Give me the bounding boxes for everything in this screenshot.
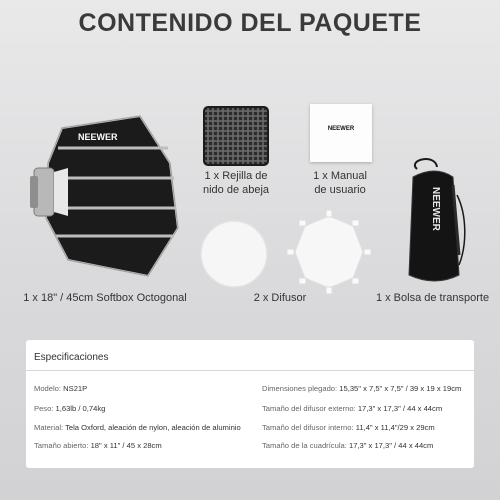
honeycomb-grid-image (203, 106, 269, 170)
softbox-image (28, 108, 188, 287)
outer-diffuser-image (287, 210, 371, 298)
spec-weight: Peso: 1,63lb / 0,74kg (34, 404, 106, 413)
carry-bag-image (395, 155, 475, 294)
manual-logo: NEEWER (327, 126, 355, 132)
spec-inner-diffuser-size: Tamaño del difusor interno: 11,4" x 11,4"/29 x 29cm (262, 423, 435, 432)
specifications-panel (26, 340, 474, 468)
page-title: CONTENIDO DEL PAQUETE (78, 9, 422, 37)
spec-outer-diffuser-size: Tamaño del difusor externo: 17,3" x 17,3" / 44 x 44cm (262, 404, 443, 413)
grid-caption (190, 169, 282, 197)
grid-caption-line2: nido de abeja (202, 184, 270, 196)
bag-logo: NEEWER (430, 187, 441, 231)
softbox-caption: 1 x 18" / 45cm Softbox Octogonal (23, 292, 187, 304)
manual-caption (290, 169, 390, 197)
spec-grid-size: Tamaño de la cuadrícula: 17,3" x 17,3" / 44 x 44cm (262, 441, 434, 450)
divider (26, 370, 474, 371)
specifications-heading: Especificaciones (34, 352, 109, 363)
spec-folded-dimensions: Dimensiones plegado: 15,35" x 7,5" x 7,5" / 39 x 19 x 19cm (262, 384, 462, 393)
manual-caption-line1: 1 x Manual (313, 170, 367, 182)
softbox-logo: NEEWER (78, 132, 118, 142)
spec-open-size: Tamaño abierto: 18" x 11" / 45 x 28cm (34, 441, 162, 450)
manual-caption-line2: de usuario (314, 184, 366, 196)
spec-model: Modelo: NS21P (34, 384, 88, 393)
grid-caption-line1: 1 x Rejilla de (204, 170, 268, 182)
diffuser-caption: 2 x Difusor (253, 292, 307, 304)
spec-material: Material: Tela Oxford, aleación de nylon, aleación de aluminio (34, 423, 241, 432)
inner-diffuser-image (198, 218, 270, 294)
bag-caption: 1 x Bolsa de transporte (375, 292, 490, 304)
user-manual-image (310, 104, 372, 162)
